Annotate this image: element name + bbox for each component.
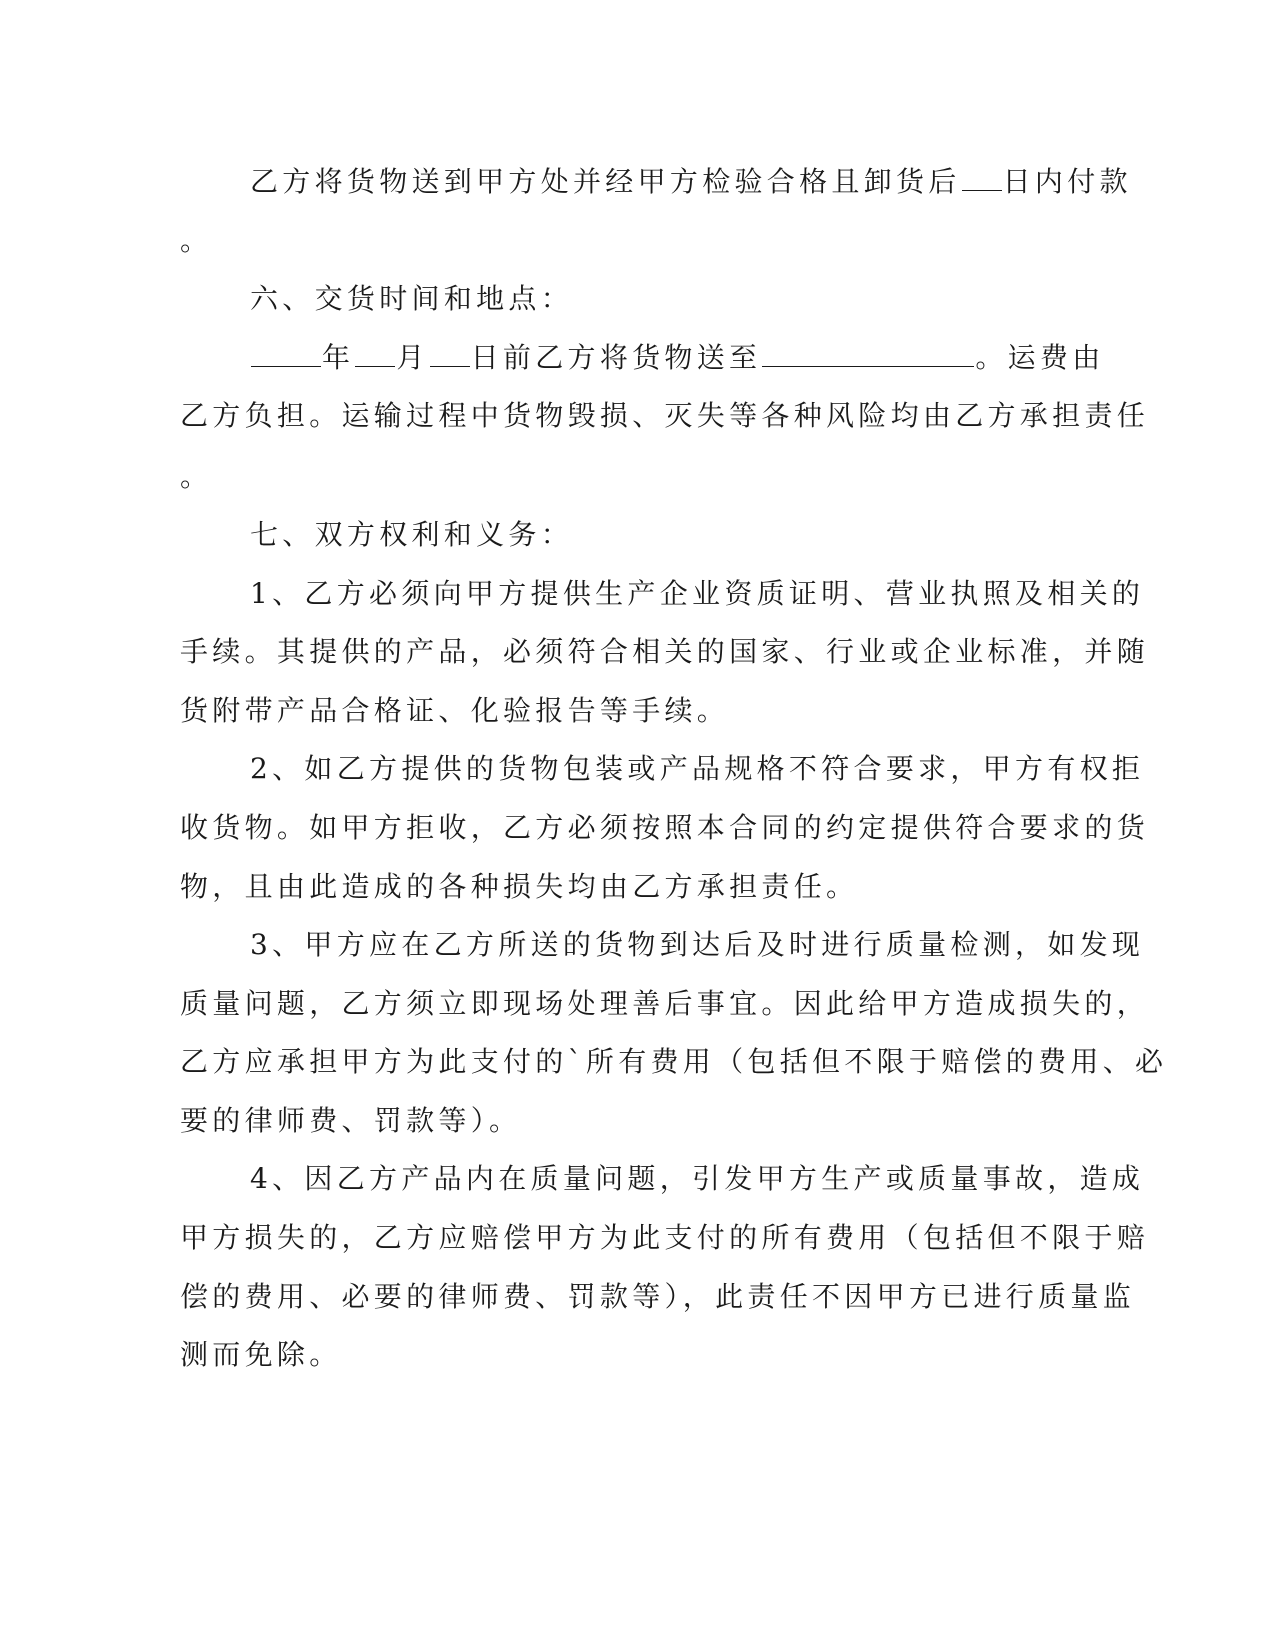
item2-line-1: 2、如乙方提供的货物包装或产品规格不符合要求，甲方有权拒: [250, 752, 1145, 785]
item2-line-2: 收货物。如甲方拒收，乙方必须按照本合同的约定提供符合要求的货: [180, 811, 1150, 844]
item3-line-2: 质量问题，乙方须立即现场处理善后事宜。因此给甲方造成损失的，: [180, 987, 1150, 1020]
item3-line-3: 乙方应承担甲方为此支付的`所有费用（包括但不限于赔偿的费用、必: [180, 1045, 1168, 1078]
day-blank: [430, 340, 470, 367]
delivery-text: 日前乙方将货物送至: [470, 341, 762, 374]
days-blank: [962, 164, 1002, 191]
year-blank: [251, 340, 321, 367]
item4-line-1: 4、因乙方产品内在质量问题，引发甲方生产或质量事故，造成: [250, 1162, 1145, 1195]
item2-line-3: 物，且由此造成的各种损失均由乙方承担责任。: [180, 870, 859, 903]
item4-line-2: 甲方损失的，乙方应赔偿甲方为此支付的所有费用（包括但不限于赔: [180, 1221, 1150, 1254]
delivery-line-3: 。: [180, 460, 213, 493]
delivery-line-2: 乙方负担。运输过程中货物毁损、灭失等各种风险均由乙方承担责任: [180, 399, 1150, 432]
payment-line-2: 。: [180, 224, 213, 257]
clause6-heading: 六、交货时间和地点：: [250, 282, 574, 315]
item3-line-4: 要的律师费、罚款等）。: [180, 1104, 522, 1137]
month-blank: [355, 340, 395, 367]
payment-text: 乙方将货物送到甲方处并经甲方检验合格且卸货后: [250, 165, 961, 198]
item3-line-1: 3、甲方应在乙方所送的货物到达后及时进行质量检测，如发现: [250, 928, 1145, 961]
item1-line-2: 手续。其提供的产品，必须符合相关的国家、行业或企业标准，并随: [180, 635, 1150, 668]
payment-text-end: 日内付款: [1002, 165, 1132, 198]
item1-line-3: 货附带产品合格证、化验报告等手续。: [180, 694, 730, 727]
delivery-line-1: [250, 340, 1105, 375]
payment-line-1: [250, 164, 1132, 199]
item4-line-3: 偿的费用、必要的律师费、罚款等），此责任不因甲方已进行质量监: [180, 1280, 1136, 1313]
item4-line-4: 测而免除。: [180, 1338, 342, 1371]
place-blank: [762, 340, 974, 367]
clause7-heading: 七、双方权利和义务：: [250, 518, 574, 551]
month-label: 月: [396, 341, 429, 374]
item1-line-1: 1、乙方必须向甲方提供生产企业资质证明、营业执照及相关的: [250, 577, 1145, 610]
year-label: 年: [322, 341, 355, 374]
freight-text: 。运费由: [975, 341, 1105, 374]
